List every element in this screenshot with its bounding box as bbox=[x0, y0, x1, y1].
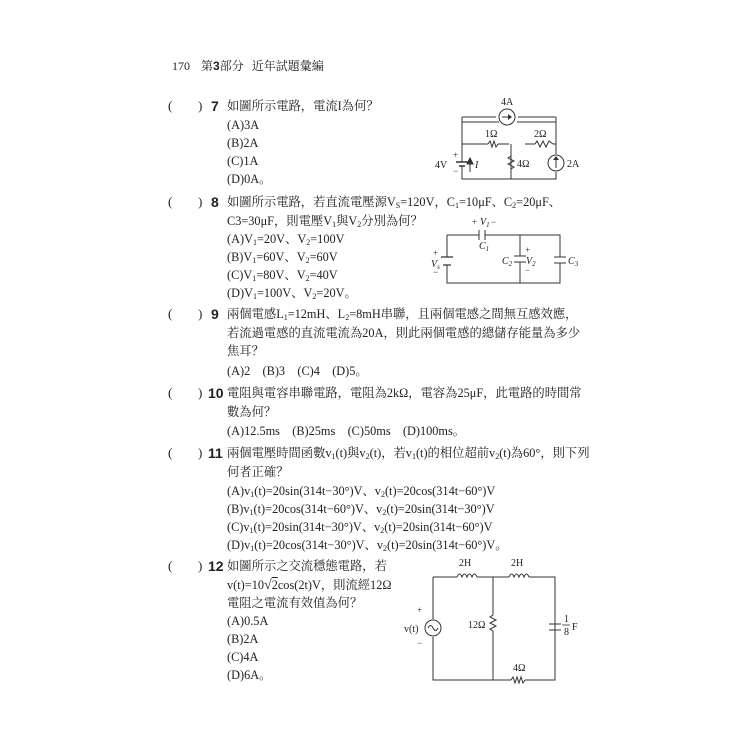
label-4a: 4A bbox=[501, 97, 514, 108]
question-stem-line: 如圖所示電路，若直流電壓源$V_S=120V$，$C_1=10\mu F$、$C_2=20\mu F$、 bbox=[227, 195, 562, 210]
label-v2: $V_2$ bbox=[526, 256, 536, 268]
answer-paren-open: ( bbox=[168, 194, 173, 209]
voltage-source-vs bbox=[441, 257, 453, 265]
label-c1: $C_1$ bbox=[479, 241, 490, 253]
question-number: 11 bbox=[208, 445, 223, 461]
label-2ohm: 2Ω bbox=[534, 129, 547, 140]
question-number: 7 bbox=[211, 98, 219, 114]
option: $(B)v_1(t)=20\cos(314t-60^\circ)V$、$v_2(t)=20\sin(314t-30^\circ)V$ bbox=[227, 502, 495, 517]
option: (B)2A bbox=[227, 632, 259, 646]
plus-sign: + bbox=[417, 605, 423, 615]
option: $(B)V_1=60V$、$V_2=60V$ bbox=[227, 250, 338, 265]
option: $(D)v_1(t)=20\cos(314t-30^\circ)V$、$v_2(t)=20\sin(314t-60^\circ)V$。 bbox=[227, 538, 508, 553]
option: $(A)v_1(t)=20\sin(314t-30^\circ)V$、$v_2(t)=20\cos(314t-60^\circ)V$ bbox=[227, 484, 496, 499]
section-title: 近年試題彙編 bbox=[251, 59, 324, 73]
question-8 bbox=[168, 193, 562, 301]
label-cap-den: 8 bbox=[564, 627, 569, 638]
resistor-1ohm bbox=[488, 141, 498, 147]
inductor-2 bbox=[509, 574, 529, 577]
minus-sign: − bbox=[417, 638, 423, 648]
options-line: (A)2 (B)3 (C)4 (D)5。 bbox=[227, 364, 368, 378]
capacitor-c3 bbox=[554, 257, 566, 263]
minus-sign: − bbox=[453, 166, 459, 176]
inductor-1 bbox=[457, 574, 477, 577]
question-stem-line: 何者正確？ bbox=[227, 465, 289, 479]
question-stem-line: 若流過電感的直流電流為20A，則此兩個電感的總儲存能量為多少 bbox=[227, 326, 581, 340]
option: $(C)v_1(t)=20\sin(314t-30^\circ)V$、$v_2(t)=20\sin(314t-60^\circ)V$ bbox=[227, 520, 493, 535]
current-source-2a bbox=[548, 155, 564, 171]
question-stem-line: 兩個電感$L_1=12mH$、$L_2=8mH$串聯，且兩個電感之間無互感效應， bbox=[227, 307, 578, 322]
option: $(C)V_1=80V$、$V_2=40V$ bbox=[227, 268, 338, 283]
label-12ohm: 12Ω bbox=[468, 620, 486, 631]
plus-sign: + bbox=[472, 217, 478, 227]
capacitor-c1 bbox=[479, 230, 485, 240]
answer-paren-open: ( bbox=[168, 445, 173, 460]
question-number: 9 bbox=[211, 306, 219, 322]
question-stem: 如圖所示電路，電流I為何？ bbox=[227, 99, 379, 113]
question-7 bbox=[168, 97, 379, 186]
question-stem-line: 電阻之電流有效值為何？ bbox=[227, 596, 363, 610]
option: (C)4A bbox=[227, 650, 259, 664]
answer-paren-open: ( bbox=[168, 385, 173, 400]
minus-sign: − bbox=[491, 217, 497, 227]
label-vs: $V_s$ bbox=[431, 259, 440, 271]
label-v1: $V_1$ bbox=[480, 217, 490, 229]
answer-paren-close: ) bbox=[198, 194, 203, 209]
option: (A)0.5A bbox=[227, 614, 269, 628]
label-cap-unit: F bbox=[572, 622, 578, 633]
label-4ohm: 4Ω bbox=[513, 663, 526, 674]
answer-paren-open: ( bbox=[168, 558, 173, 573]
minus-sign: − bbox=[525, 265, 531, 275]
option: (D)0A。 bbox=[227, 172, 272, 186]
answer-paren-close: ) bbox=[198, 306, 203, 321]
resistor-4ohm bbox=[511, 677, 525, 683]
answer-paren-close: ) bbox=[198, 98, 203, 113]
resistor-12ohm bbox=[490, 615, 496, 631]
label-vt: v(t) bbox=[404, 624, 419, 635]
plus-sign: + bbox=[433, 248, 439, 258]
option: (B)2A bbox=[227, 136, 259, 150]
resistor-2ohm bbox=[535, 141, 553, 147]
question-stem-line: 焦耳？ bbox=[227, 344, 264, 358]
label-l2: 2H bbox=[511, 558, 524, 569]
plus-sign: + bbox=[525, 245, 531, 255]
question-stem-line: v(t)=10√2cos(2t)V，則流經12Ω bbox=[227, 578, 392, 593]
minus-sign: − bbox=[433, 267, 439, 277]
label-2a: 2A bbox=[567, 159, 580, 170]
page-header bbox=[172, 57, 324, 74]
part-label: 第3部分 bbox=[201, 59, 244, 73]
label-4v: 4V bbox=[435, 160, 448, 171]
page-number: 170 bbox=[172, 59, 190, 73]
option: (C)1A bbox=[227, 154, 259, 168]
label-i: I bbox=[475, 160, 479, 171]
capacitor-c2 bbox=[514, 256, 526, 262]
label-c2: $C_2$ bbox=[502, 256, 513, 268]
plus-sign: + bbox=[453, 150, 459, 160]
question-stem-line: C3=30μF，則電壓$V_1$與$V_2$分別為何？ bbox=[227, 214, 423, 229]
question-stem-line: 兩個電壓時間函數$v_1(t)$與$v_2(t)$，若$v_1(t)$的相位超前$v_2(t)$為60°，則下列 bbox=[227, 446, 590, 461]
question-10 bbox=[168, 384, 582, 438]
options-line: (A)12.5ms (B)25ms (C)50ms (D)100ms。 bbox=[227, 424, 466, 438]
circuit-figure-7 bbox=[425, 92, 595, 187]
question-9 bbox=[168, 305, 581, 378]
question-stem-line: 電阻與電容串聯電路，電阻為2kΩ，電容為25μF，此電路的時間常 bbox=[227, 386, 582, 400]
label-l1: 2H bbox=[459, 558, 472, 569]
question-12 bbox=[168, 557, 392, 682]
circuit-figure-8 bbox=[425, 213, 580, 288]
question-number: 8 bbox=[211, 194, 219, 210]
circuit-wires bbox=[433, 577, 555, 680]
answer-paren-open: ( bbox=[168, 306, 173, 321]
circuit-figure-12 bbox=[398, 557, 588, 690]
answer-paren-close: ) bbox=[198, 445, 203, 460]
answer-paren-close: ) bbox=[198, 558, 203, 573]
current-arrow-icon bbox=[467, 158, 473, 172]
answer-paren-close: ) bbox=[198, 385, 203, 400]
question-stem-line: 如圖所示之交流穩態電路，若 bbox=[227, 559, 387, 573]
current-source-4a bbox=[499, 109, 515, 125]
question-number: 10 bbox=[208, 385, 224, 401]
label-cap-num: 1 bbox=[564, 614, 569, 625]
label-1ohm: 1Ω bbox=[485, 129, 498, 140]
question-number: 12 bbox=[208, 558, 224, 574]
label-c3: $C_3$ bbox=[568, 256, 579, 268]
option: (A)3A bbox=[227, 118, 260, 132]
answer-paren-open: ( bbox=[168, 98, 173, 113]
option: $(D)V_1=100V$、$V_2=20V$。 bbox=[227, 286, 357, 301]
option: $(A)V_1=20V$、$V_2=100V$ bbox=[227, 232, 345, 247]
question-stem-line: 數為何？ bbox=[227, 405, 277, 419]
label-4ohm: 4Ω bbox=[517, 159, 530, 170]
ac-source-icon bbox=[425, 620, 441, 636]
option: (D)6A。 bbox=[227, 668, 272, 682]
question-11 bbox=[168, 444, 590, 553]
